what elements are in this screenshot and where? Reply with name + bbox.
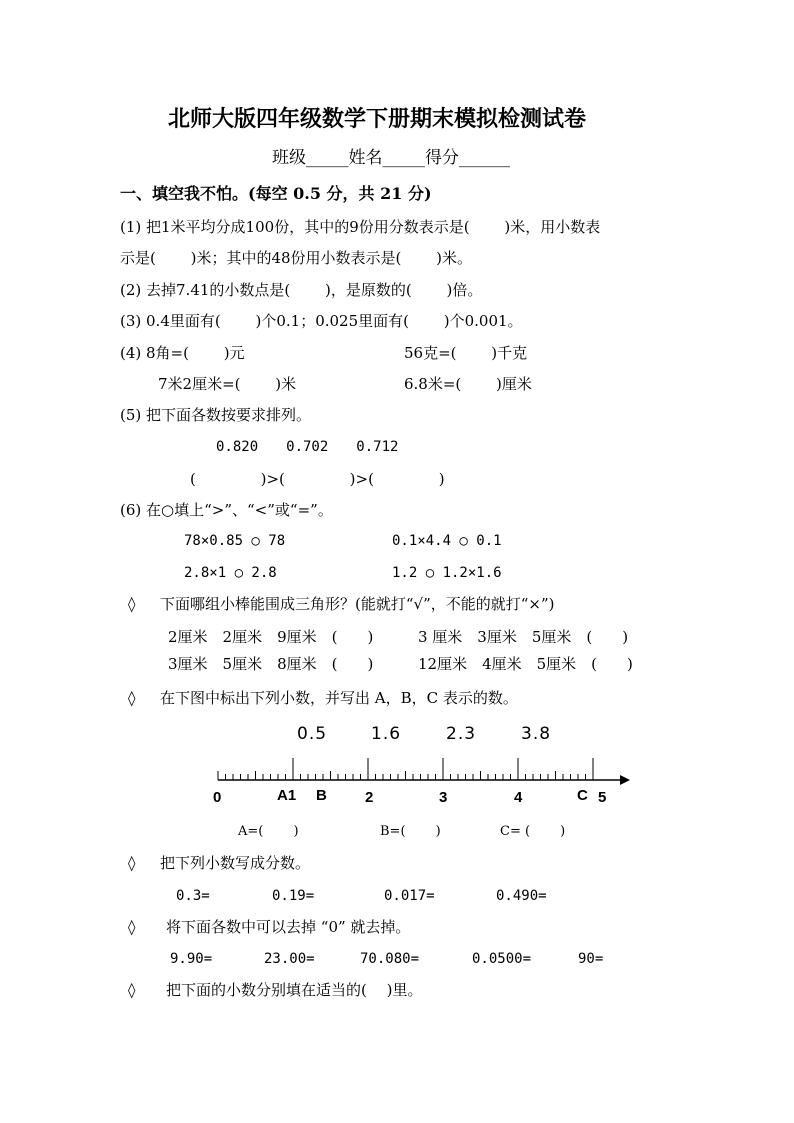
q6-d: 1.2 ○ 1.2×1.6 (392, 565, 502, 581)
axis-label-2: 2 (365, 789, 374, 806)
answer-c: C= ( ) (500, 824, 566, 839)
q6-c: 2.8×1 ○ 2.8 (184, 565, 277, 581)
q9-item-3: 0.017= (384, 888, 435, 904)
axis-label-3: 3 (439, 789, 448, 806)
axis-label-4: 4 (514, 789, 523, 806)
q10-item-1: 9.90= (170, 951, 213, 967)
q11-text: 把下面的小数分别填在适当的( )里。 (166, 981, 423, 999)
q1-line2: 示是( )米；其中的48份用小数表示是( )米。 (120, 249, 473, 267)
q9-item-2: 0.19= (272, 888, 315, 904)
q7-row2-b: 12厘米 4厘米 5厘米 ( ) (418, 655, 633, 673)
q6-b: 0.1×4.4 ○ 0.1 (392, 533, 502, 549)
q11-bullet: ◊ (128, 981, 136, 999)
q4-b: 56克=( )千克 (404, 344, 528, 362)
decimal-2-3: 2.3 (446, 724, 477, 744)
q7-bullet: ◊ (128, 595, 136, 613)
q3: (3) 0.4里面有( )个0.1；0.025里面有( )个0.001。 (120, 312, 523, 330)
q1-line1: (1) 把1米平均分成100份，其中的9份用分数表示是( )米，用小数表 (120, 218, 601, 236)
q4-a: (4) 8角=( )元 (120, 344, 245, 362)
q5-numbers: 0.820 0.702 0.712 (216, 439, 399, 455)
q7-row2-a: 3厘米 5厘米 8厘米 ( ) (168, 655, 374, 673)
page-title: 北师大版四年级数学下册期末模拟检测试卷 (168, 106, 587, 132)
axis-label-5: 5 (598, 789, 607, 806)
q10-item-5: 90= (578, 951, 604, 967)
q10-bullet: ◊ (128, 918, 136, 936)
section-1-heading: 一、填空我不怕。(每空 0.5 分，共 21 分) (120, 184, 432, 203)
q9-item-4: 0.490= (496, 888, 547, 904)
q9-text: 把下列小数写成分数。 (160, 854, 311, 872)
decimal-0-5: 0.5 (297, 724, 328, 744)
axis-label-b: B (316, 787, 327, 804)
axis-label-0: 0 (213, 789, 222, 806)
q6: (6) 在○填上“>”、“<”或“=”。 (120, 501, 333, 519)
q2: (2) 去掉7.41的小数点是( )，是原数的( )倍。 (120, 281, 483, 299)
q10-text: 将下面各数中可以去掉 “0” 就去掉。 (166, 918, 411, 936)
student-info-line: 班级_____姓名_____得分______ (272, 148, 510, 168)
q10-item-4: 0.0500= (472, 951, 532, 967)
q5: (5) 把下面各数按要求排列。 (120, 406, 312, 424)
q4-c: 7米2厘米=( )米 (158, 375, 297, 393)
decimal-1-6: 1.6 (371, 724, 402, 744)
answer-a: A=( ) (238, 824, 299, 839)
q10-item-2: 23.00= (264, 951, 315, 967)
q9-item-1: 0.3= (176, 888, 210, 904)
q8-bullet: ◊ (128, 689, 136, 707)
decimal-3-8: 3.8 (521, 724, 552, 744)
axis-label-a: A1 (277, 787, 297, 804)
axis-label-c: C (577, 787, 588, 804)
q7-row1-b: 3 厘米 3厘米 5厘米 ( ) (418, 628, 629, 646)
q7-text: 下面哪组小棒能围成三角形？(能就打“√”，不能的就打“×”) (160, 595, 555, 613)
q4-d: 6.8米=( )厘米 (404, 375, 532, 393)
q8-text: 在下图中标出下列小数，并写出 A，B，C 表示的数。 (160, 689, 518, 707)
q5-blanks: ( )>( )>( ) (190, 470, 445, 488)
answer-b: B=( ) (380, 824, 441, 839)
q7-row1-a: 2厘米 2厘米 9厘米 ( ) (168, 628, 374, 646)
q6-a: 78×0.85 ○ 78 (184, 533, 286, 549)
q10-item-3: 70.080= (360, 951, 420, 967)
q9-bullet: ◊ (128, 854, 136, 872)
number-line (210, 756, 640, 792)
